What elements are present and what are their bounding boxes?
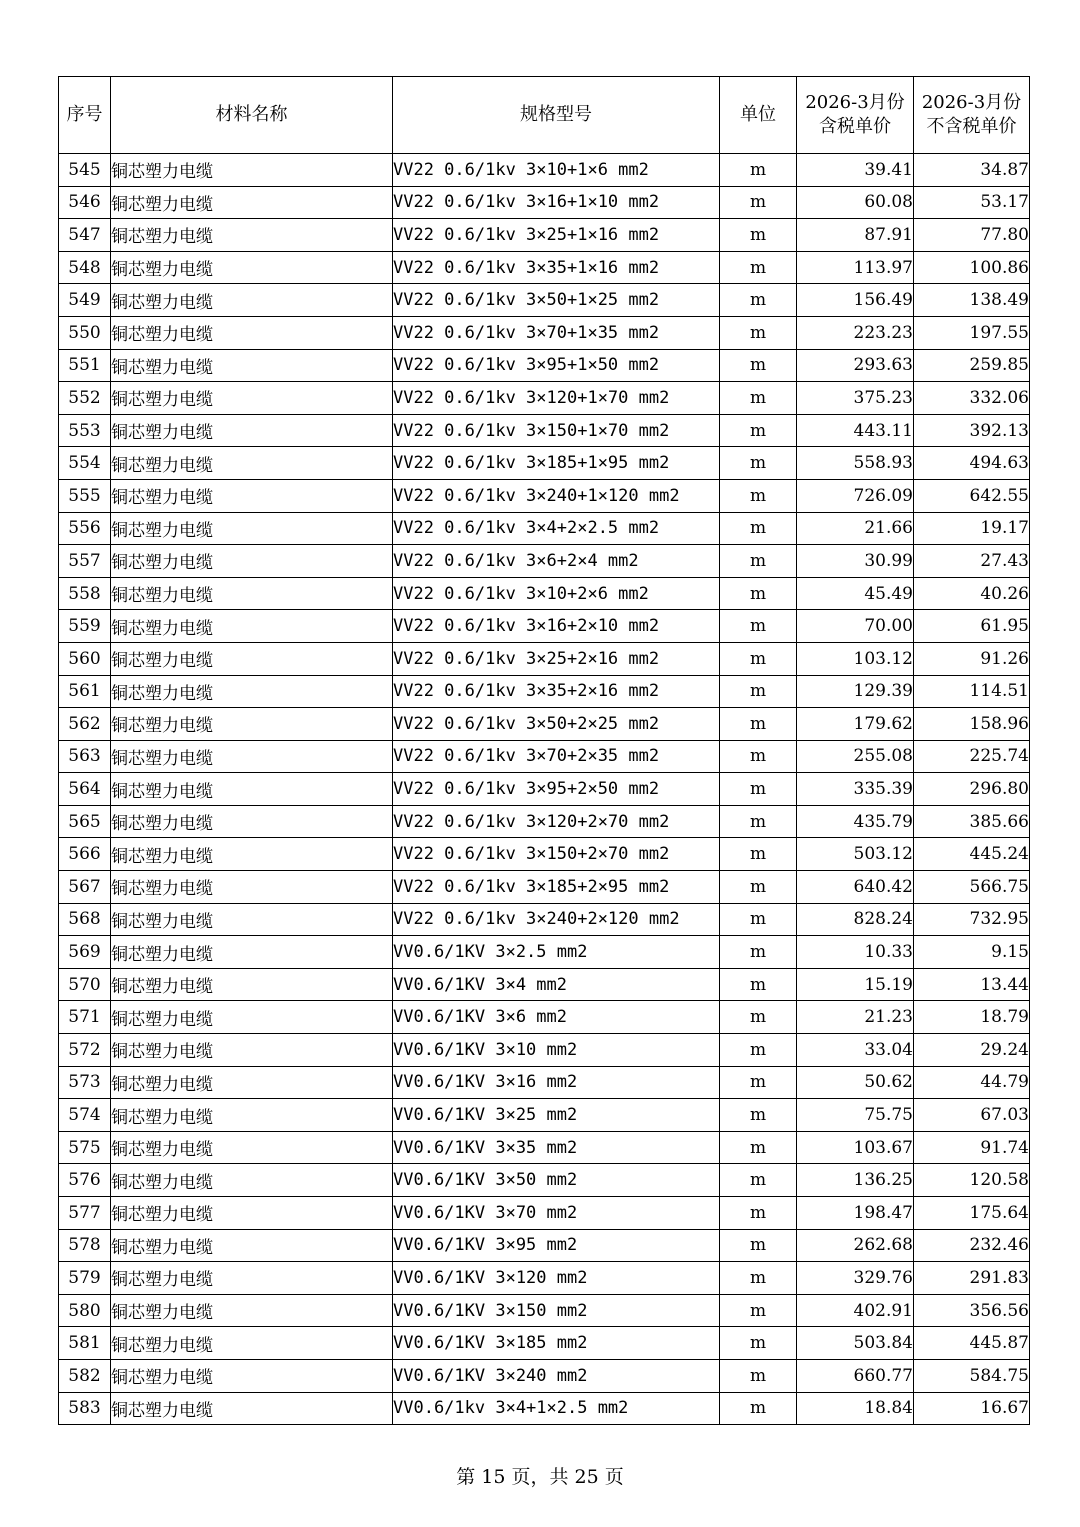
cell-no: 558	[59, 577, 111, 610]
cell-unit: m	[720, 871, 797, 904]
cell-spec: VV0.6/1KV 3×50 mm2	[393, 1164, 720, 1197]
table-row	[59, 1327, 1030, 1360]
header-price-notax-line1: 2026-3月份	[921, 92, 1022, 113]
cell-price-notax: 61.95	[914, 610, 1030, 643]
cell-spec: VV22 0.6/1kv 3×120+2×70 mm2	[393, 805, 720, 838]
cell-name: 铜芯塑力电缆	[111, 708, 393, 741]
table-row	[59, 414, 1030, 447]
cell-unit: m	[720, 1099, 797, 1132]
table-row	[59, 1197, 1030, 1230]
cell-no: 552	[59, 382, 111, 415]
table-row	[59, 1131, 1030, 1164]
cell-spec: VV22 0.6/1kv 3×95+2×50 mm2	[393, 773, 720, 806]
cell-spec: VV0.6/1KV 3×35 mm2	[393, 1131, 720, 1164]
cell-price-notax: 29.24	[914, 1034, 1030, 1067]
cell-price-notax: 138.49	[914, 284, 1030, 317]
cell-price-notax: 494.63	[914, 447, 1030, 480]
cell-no: 560	[59, 642, 111, 675]
cell-name: 铜芯塑力电缆	[111, 642, 393, 675]
cell-price-tax: 503.84	[797, 1327, 914, 1360]
cell-spec: VV0.6/1KV 3×4 mm2	[393, 968, 720, 1001]
cell-name: 铜芯塑力电缆	[111, 773, 393, 806]
cell-no: 567	[59, 871, 111, 904]
cell-no: 559	[59, 610, 111, 643]
cell-no: 570	[59, 968, 111, 1001]
cell-no: 574	[59, 1099, 111, 1132]
cell-unit: m	[720, 903, 797, 936]
cell-spec: VV22 0.6/1kv 3×240+1×120 mm2	[393, 479, 720, 512]
cell-unit: m	[720, 968, 797, 1001]
cell-price-notax: 9.15	[914, 936, 1030, 969]
cell-spec: VV0.6/1KV 3×2.5 mm2	[393, 936, 720, 969]
cell-no: 580	[59, 1294, 111, 1327]
cell-unit: m	[720, 1262, 797, 1295]
cell-price-notax: 34.87	[914, 154, 1030, 187]
header-price-notax	[914, 77, 1030, 154]
cell-name: 铜芯塑力电缆	[111, 1099, 393, 1132]
cell-unit: m	[720, 382, 797, 415]
header-price-tax-line2: 含税单价	[819, 116, 891, 137]
cell-price-notax: 392.13	[914, 414, 1030, 447]
cell-no: 581	[59, 1327, 111, 1360]
cell-no: 548	[59, 251, 111, 284]
table-row	[59, 1262, 1030, 1295]
cell-spec: VV22 0.6/1kv 3×185+2×95 mm2	[393, 871, 720, 904]
cell-price-tax: 103.12	[797, 642, 914, 675]
cell-unit: m	[720, 219, 797, 252]
table-row	[59, 642, 1030, 675]
table-row	[59, 1392, 1030, 1425]
cell-name: 铜芯塑力电缆	[111, 414, 393, 447]
cell-spec: VV0.6/1KV 3×120 mm2	[393, 1262, 720, 1295]
cell-spec: VV0.6/1KV 3×6 mm2	[393, 1001, 720, 1034]
cell-name: 铜芯塑力电缆	[111, 675, 393, 708]
header-no: 序号	[59, 77, 111, 154]
table-row	[59, 1066, 1030, 1099]
cell-price-notax: 100.86	[914, 251, 1030, 284]
cell-name: 铜芯塑力电缆	[111, 349, 393, 382]
cell-price-notax: 40.26	[914, 577, 1030, 610]
cell-price-tax: 198.47	[797, 1197, 914, 1230]
cell-spec: VV22 0.6/1kv 3×95+1×50 mm2	[393, 349, 720, 382]
cell-price-tax: 726.09	[797, 479, 914, 512]
cell-price-tax: 223.23	[797, 316, 914, 349]
table-row	[59, 316, 1030, 349]
cell-spec: VV22 0.6/1kv 3×150+1×70 mm2	[393, 414, 720, 447]
cell-price-tax: 39.41	[797, 154, 914, 187]
table-row	[59, 968, 1030, 1001]
cell-price-tax: 21.23	[797, 1001, 914, 1034]
cell-price-tax: 10.33	[797, 936, 914, 969]
cell-price-tax: 75.75	[797, 1099, 914, 1132]
cell-price-tax: 262.68	[797, 1229, 914, 1262]
cell-price-notax: 385.66	[914, 805, 1030, 838]
header-price-notax-line2: 不含税单价	[926, 116, 1017, 137]
cell-spec: VV22 0.6/1kv 3×240+2×120 mm2	[393, 903, 720, 936]
cell-spec: VV22 0.6/1kv 3×70+2×35 mm2	[393, 740, 720, 773]
cell-name: 铜芯塑力电缆	[111, 740, 393, 773]
cell-price-tax: 136.25	[797, 1164, 914, 1197]
cell-name: 铜芯塑力电缆	[111, 284, 393, 317]
cell-unit: m	[720, 1294, 797, 1327]
cell-no: 569	[59, 936, 111, 969]
cell-name: 铜芯塑力电缆	[111, 512, 393, 545]
cell-name: 铜芯塑力电缆	[111, 610, 393, 643]
cell-price-notax: 642.55	[914, 479, 1030, 512]
cell-price-notax: 18.79	[914, 1001, 1030, 1034]
cell-unit: m	[720, 316, 797, 349]
cell-name: 铜芯塑力电缆	[111, 1131, 393, 1164]
cell-price-tax: 293.63	[797, 349, 914, 382]
cell-price-notax: 67.03	[914, 1099, 1030, 1132]
cell-no: 566	[59, 838, 111, 871]
cell-no: 553	[59, 414, 111, 447]
table-row	[59, 903, 1030, 936]
cell-no: 562	[59, 708, 111, 741]
cell-unit: m	[720, 577, 797, 610]
cell-price-notax: 296.80	[914, 773, 1030, 806]
cell-name: 铜芯塑力电缆	[111, 1359, 393, 1392]
cell-name: 铜芯塑力电缆	[111, 154, 393, 187]
table-body	[59, 154, 1030, 1425]
cell-spec: VV22 0.6/1kv 3×4+2×2.5 mm2	[393, 512, 720, 545]
cell-no: 579	[59, 1262, 111, 1295]
cell-price-tax: 503.12	[797, 838, 914, 871]
cell-price-notax: 445.87	[914, 1327, 1030, 1360]
table-row	[59, 1164, 1030, 1197]
table-row	[59, 186, 1030, 219]
table-header-row	[59, 77, 1030, 154]
cell-spec: VV0.6/1KV 3×95 mm2	[393, 1229, 720, 1262]
table-row	[59, 675, 1030, 708]
cell-price-tax: 435.79	[797, 805, 914, 838]
cell-unit: m	[720, 642, 797, 675]
cell-price-tax: 60.08	[797, 186, 914, 219]
cell-price-notax: 445.24	[914, 838, 1030, 871]
cell-spec: VV0.6/1KV 3×10 mm2	[393, 1034, 720, 1067]
cell-price-tax: 402.91	[797, 1294, 914, 1327]
cell-spec: VV22 0.6/1kv 3×150+2×70 mm2	[393, 838, 720, 871]
table-row	[59, 610, 1030, 643]
cell-unit: m	[720, 284, 797, 317]
table-row	[59, 577, 1030, 610]
cell-no: 568	[59, 903, 111, 936]
cell-spec: VV22 0.6/1kv 3×10+2×6 mm2	[393, 577, 720, 610]
cell-name: 铜芯塑力电缆	[111, 805, 393, 838]
cell-spec: VV0.6/1KV 3×185 mm2	[393, 1327, 720, 1360]
cell-unit: m	[720, 154, 797, 187]
cell-no: 557	[59, 545, 111, 578]
cell-no: 547	[59, 219, 111, 252]
cell-name: 铜芯塑力电缆	[111, 871, 393, 904]
cell-no: 546	[59, 186, 111, 219]
cell-no: 578	[59, 1229, 111, 1262]
cell-price-tax: 45.49	[797, 577, 914, 610]
table-row	[59, 871, 1030, 904]
cell-unit: m	[720, 1066, 797, 1099]
cell-no: 583	[59, 1392, 111, 1425]
cell-no: 561	[59, 675, 111, 708]
cell-unit: m	[720, 1131, 797, 1164]
cell-no: 582	[59, 1359, 111, 1392]
cell-price-notax: 91.74	[914, 1131, 1030, 1164]
cell-price-notax: 91.26	[914, 642, 1030, 675]
cell-price-notax: 114.51	[914, 675, 1030, 708]
cell-unit: m	[720, 545, 797, 578]
cell-price-notax: 566.75	[914, 871, 1030, 904]
cell-name: 铜芯塑力电缆	[111, 577, 393, 610]
table-row	[59, 1229, 1030, 1262]
cell-price-tax: 129.39	[797, 675, 914, 708]
cell-name: 铜芯塑力电缆	[111, 479, 393, 512]
cell-no: 551	[59, 349, 111, 382]
cell-spec: VV22 0.6/1kv 3×25+2×16 mm2	[393, 642, 720, 675]
cell-unit: m	[720, 610, 797, 643]
cell-spec: VV22 0.6/1kv 3×10+1×6 mm2	[393, 154, 720, 187]
cell-no: 563	[59, 740, 111, 773]
cell-no: 555	[59, 479, 111, 512]
cell-no: 550	[59, 316, 111, 349]
cell-unit: m	[720, 838, 797, 871]
cell-price-tax: 660.77	[797, 1359, 914, 1392]
header-unit: 单位	[720, 77, 797, 154]
table-row	[59, 1034, 1030, 1067]
cell-price-tax: 443.11	[797, 414, 914, 447]
cell-price-notax: 13.44	[914, 968, 1030, 1001]
cell-price-notax: 197.55	[914, 316, 1030, 349]
cell-no: 573	[59, 1066, 111, 1099]
cell-name: 铜芯塑力电缆	[111, 382, 393, 415]
cell-price-notax: 732.95	[914, 903, 1030, 936]
cell-name: 铜芯塑力电缆	[111, 1327, 393, 1360]
cell-unit: m	[720, 251, 797, 284]
cell-unit: m	[720, 349, 797, 382]
table-row	[59, 936, 1030, 969]
cell-price-notax: 77.80	[914, 219, 1030, 252]
table-row	[59, 219, 1030, 252]
cell-name: 铜芯塑力电缆	[111, 1262, 393, 1295]
cell-price-tax: 18.84	[797, 1392, 914, 1425]
table-row	[59, 479, 1030, 512]
cell-unit: m	[720, 1392, 797, 1425]
cell-name: 铜芯塑力电缆	[111, 1164, 393, 1197]
cell-no: 576	[59, 1164, 111, 1197]
cell-unit: m	[720, 675, 797, 708]
cell-unit: m	[720, 512, 797, 545]
cell-no: 572	[59, 1034, 111, 1067]
header-price-tax	[797, 77, 914, 154]
cell-price-notax: 332.06	[914, 382, 1030, 415]
cell-name: 铜芯塑力电缆	[111, 1392, 393, 1425]
cell-unit: m	[720, 805, 797, 838]
cell-price-notax: 158.96	[914, 708, 1030, 741]
cell-price-tax: 103.67	[797, 1131, 914, 1164]
table-row	[59, 740, 1030, 773]
cell-unit: m	[720, 740, 797, 773]
cell-unit: m	[720, 708, 797, 741]
cell-spec: VV22 0.6/1kv 3×25+1×16 mm2	[393, 219, 720, 252]
cell-price-tax: 255.08	[797, 740, 914, 773]
cell-unit: m	[720, 1001, 797, 1034]
cell-unit: m	[720, 479, 797, 512]
cell-name: 铜芯塑力电缆	[111, 219, 393, 252]
cell-spec: VV22 0.6/1kv 3×50+1×25 mm2	[393, 284, 720, 317]
cell-price-notax: 120.58	[914, 1164, 1030, 1197]
table-row	[59, 251, 1030, 284]
cell-unit: m	[720, 1359, 797, 1392]
table-row	[59, 154, 1030, 187]
cell-no: 571	[59, 1001, 111, 1034]
cell-spec: VV22 0.6/1kv 3×16+2×10 mm2	[393, 610, 720, 643]
table-row	[59, 1359, 1030, 1392]
cell-price-notax: 259.85	[914, 349, 1030, 382]
cell-name: 铜芯塑力电缆	[111, 545, 393, 578]
table-row	[59, 1294, 1030, 1327]
cell-spec: VV22 0.6/1kv 3×70+1×35 mm2	[393, 316, 720, 349]
cell-spec: VV22 0.6/1kv 3×185+1×95 mm2	[393, 447, 720, 480]
table-row	[59, 382, 1030, 415]
cell-price-tax: 50.62	[797, 1066, 914, 1099]
cell-unit: m	[720, 1229, 797, 1262]
cell-unit: m	[720, 1197, 797, 1230]
cell-price-notax: 225.74	[914, 740, 1030, 773]
cell-price-notax: 19.17	[914, 512, 1030, 545]
cell-spec: VV22 0.6/1kv 3×35+2×16 mm2	[393, 675, 720, 708]
table-row	[59, 708, 1030, 741]
cell-price-notax: 356.56	[914, 1294, 1030, 1327]
cell-spec: VV0.6/1KV 3×70 mm2	[393, 1197, 720, 1230]
header-price-tax-line1: 2026-3月份	[805, 92, 905, 113]
cell-unit: m	[720, 1164, 797, 1197]
cell-spec: VV22 0.6/1kv 3×50+2×25 mm2	[393, 708, 720, 741]
cell-unit: m	[720, 447, 797, 480]
cell-name: 铜芯塑力电缆	[111, 1197, 393, 1230]
table-row	[59, 805, 1030, 838]
cell-price-tax: 179.62	[797, 708, 914, 741]
cell-price-notax: 27.43	[914, 545, 1030, 578]
cell-spec: VV22 0.6/1kv 3×120+1×70 mm2	[393, 382, 720, 415]
price-table	[58, 76, 1030, 1425]
cell-unit: m	[720, 773, 797, 806]
cell-price-tax: 70.00	[797, 610, 914, 643]
cell-price-tax: 828.24	[797, 903, 914, 936]
cell-price-tax: 113.97	[797, 251, 914, 284]
cell-name: 铜芯塑力电缆	[111, 1066, 393, 1099]
cell-spec: VV0.6/1KV 3×25 mm2	[393, 1099, 720, 1132]
cell-no: 549	[59, 284, 111, 317]
cell-name: 铜芯塑力电缆	[111, 1034, 393, 1067]
cell-name: 铜芯塑力电缆	[111, 316, 393, 349]
cell-unit: m	[720, 186, 797, 219]
cell-price-notax: 16.67	[914, 1392, 1030, 1425]
cell-price-notax: 53.17	[914, 186, 1030, 219]
header-name: 材料名称	[111, 77, 393, 154]
header-spec: 规格型号	[393, 77, 720, 154]
cell-name: 铜芯塑力电缆	[111, 1294, 393, 1327]
cell-spec: VV0.6/1KV 3×16 mm2	[393, 1066, 720, 1099]
cell-name: 铜芯塑力电缆	[111, 186, 393, 219]
cell-price-tax: 30.99	[797, 545, 914, 578]
cell-name: 铜芯塑力电缆	[111, 1001, 393, 1034]
cell-no: 565	[59, 805, 111, 838]
cell-name: 铜芯塑力电缆	[111, 447, 393, 480]
cell-unit: m	[720, 414, 797, 447]
cell-price-tax: 375.23	[797, 382, 914, 415]
cell-price-notax: 584.75	[914, 1359, 1030, 1392]
cell-unit: m	[720, 1327, 797, 1360]
cell-unit: m	[720, 936, 797, 969]
page-footer: 第 15 页，共 25 页	[456, 1466, 624, 1488]
table-row	[59, 1099, 1030, 1132]
cell-no: 556	[59, 512, 111, 545]
cell-no: 564	[59, 773, 111, 806]
cell-price-tax: 156.49	[797, 284, 914, 317]
table-row	[59, 838, 1030, 871]
cell-name: 铜芯塑力电缆	[111, 936, 393, 969]
cell-price-notax: 175.64	[914, 1197, 1030, 1230]
cell-spec: VV22 0.6/1kv 3×35+1×16 mm2	[393, 251, 720, 284]
cell-price-tax: 640.42	[797, 871, 914, 904]
cell-no: 554	[59, 447, 111, 480]
cell-price-tax: 15.19	[797, 968, 914, 1001]
cell-no: 545	[59, 154, 111, 187]
table-row	[59, 447, 1030, 480]
cell-name: 铜芯塑力电缆	[111, 903, 393, 936]
cell-name: 铜芯塑力电缆	[111, 838, 393, 871]
table-row	[59, 284, 1030, 317]
cell-spec: VV0.6/1kv 3×4+1×2.5 mm2	[393, 1392, 720, 1425]
table-row	[59, 512, 1030, 545]
cell-spec: VV0.6/1KV 3×150 mm2	[393, 1294, 720, 1327]
cell-price-tax: 33.04	[797, 1034, 914, 1067]
cell-price-notax: 232.46	[914, 1229, 1030, 1262]
table-row	[59, 545, 1030, 578]
table-row	[59, 1001, 1030, 1034]
cell-price-notax: 44.79	[914, 1066, 1030, 1099]
cell-price-notax: 291.83	[914, 1262, 1030, 1295]
cell-no: 575	[59, 1131, 111, 1164]
cell-spec: VV22 0.6/1kv 3×16+1×10 mm2	[393, 186, 720, 219]
cell-name: 铜芯塑力电缆	[111, 968, 393, 1001]
cell-spec: VV0.6/1KV 3×240 mm2	[393, 1359, 720, 1392]
cell-price-tax: 329.76	[797, 1262, 914, 1295]
cell-name: 铜芯塑力电缆	[111, 1229, 393, 1262]
cell-price-tax: 335.39	[797, 773, 914, 806]
cell-price-tax: 21.66	[797, 512, 914, 545]
cell-no: 577	[59, 1197, 111, 1230]
cell-spec: VV22 0.6/1kv 3×6+2×4 mm2	[393, 545, 720, 578]
table-row	[59, 349, 1030, 382]
cell-unit: m	[720, 1034, 797, 1067]
cell-price-tax: 87.91	[797, 219, 914, 252]
cell-name: 铜芯塑力电缆	[111, 251, 393, 284]
cell-price-tax: 558.93	[797, 447, 914, 480]
table-row	[59, 773, 1030, 806]
